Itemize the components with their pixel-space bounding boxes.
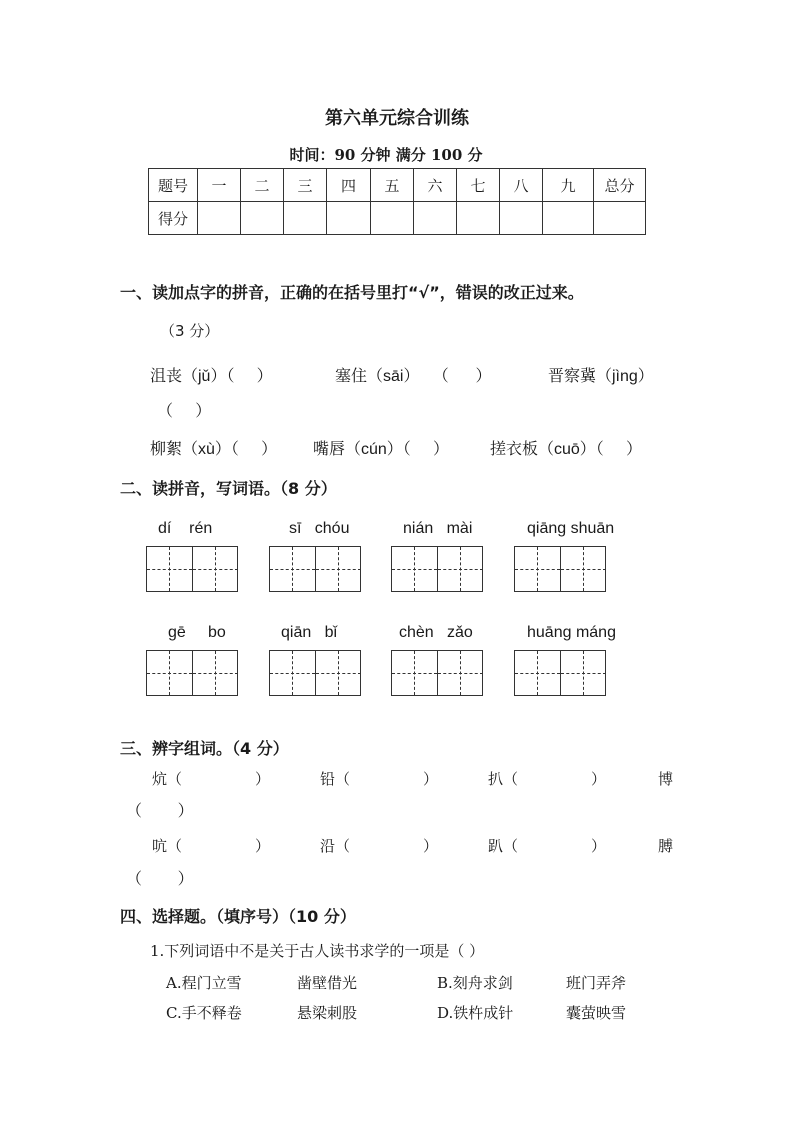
table-cell: 得分 bbox=[149, 202, 198, 235]
score-cell[interactable] bbox=[457, 202, 500, 235]
score-table bbox=[148, 168, 646, 235]
score-cell[interactable] bbox=[594, 202, 646, 235]
q1-item: 沮丧（jǔ）（ ） bbox=[150, 368, 273, 385]
q4-option: A.程门立雪 bbox=[166, 974, 242, 992]
q1-item: 嘴唇（cún）（ ） bbox=[313, 441, 450, 458]
q4-option: B.刻舟求剑 bbox=[437, 974, 513, 992]
table-cell: 五 bbox=[371, 169, 414, 202]
q1-points: （3 分） bbox=[160, 322, 220, 340]
q3-item: 炕（ bbox=[152, 770, 183, 788]
table-cell: 四 bbox=[327, 169, 371, 202]
q3-item: ） bbox=[255, 770, 271, 788]
q4-option: 凿壁借光 bbox=[297, 974, 358, 992]
q4-question: 1.下列词语中不是关于古人读书求学的一项是（ ） bbox=[150, 942, 485, 960]
q3-item: （ ） bbox=[126, 871, 194, 888]
q4-option: 囊萤映雪 bbox=[566, 1004, 627, 1022]
score-cell[interactable] bbox=[543, 202, 594, 235]
score-table-score-row bbox=[149, 202, 646, 235]
pinyin-label: gē bo bbox=[168, 624, 226, 641]
q3-heading: 三、辨字组词。（4 分） bbox=[120, 739, 289, 758]
q4-option: D.铁杵成针 bbox=[437, 1004, 514, 1022]
table-cell: 题号 bbox=[149, 169, 198, 202]
score-cell[interactable] bbox=[284, 202, 327, 235]
q4-heading: 四、选择题。（填序号）（10 分） bbox=[120, 907, 356, 926]
table-cell: 六 bbox=[414, 169, 457, 202]
q1-item: （ ） bbox=[157, 403, 212, 420]
q3-item: ） bbox=[591, 770, 607, 788]
q3-item: 吭（ bbox=[152, 837, 183, 855]
q3-item: ） bbox=[423, 837, 439, 855]
pinyin-label: dí rén bbox=[158, 520, 213, 537]
pinyin-label: nián mài bbox=[403, 520, 473, 537]
q1-heading: 一、读加点字的拼音，正确的在括号里打“√”，错误的改正过来。 bbox=[120, 283, 584, 302]
q1-item: 搓衣板（cuō）（ ） bbox=[490, 441, 643, 458]
q4-option: 悬梁刺股 bbox=[297, 1004, 358, 1022]
table-cell: 二 bbox=[241, 169, 284, 202]
page-title: 第六单元综合训练 bbox=[325, 108, 469, 129]
pinyin-label: qiān bǐ bbox=[281, 624, 338, 641]
score-cell[interactable] bbox=[371, 202, 414, 235]
score-cell[interactable] bbox=[241, 202, 284, 235]
table-cell: 三 bbox=[284, 169, 327, 202]
score-cell[interactable] bbox=[327, 202, 371, 235]
pinyin-label: qiāng shuān bbox=[527, 520, 615, 537]
table-cell: 八 bbox=[500, 169, 543, 202]
q1-item: 塞住（sāi） （ ） bbox=[335, 368, 492, 385]
q3-item: 趴（ bbox=[488, 837, 519, 855]
table-cell: 九 bbox=[543, 169, 594, 202]
q2-heading: 二、读拼音，写词语。（8 分） bbox=[120, 479, 337, 498]
q3-item: ） bbox=[591, 837, 607, 855]
exam-time-info: 时间：90 分钟 满分 100 分 bbox=[289, 146, 483, 164]
q3-item: ） bbox=[423, 770, 439, 788]
q3-item: 铅（ bbox=[320, 770, 351, 788]
score-table-header-row bbox=[149, 169, 646, 202]
q3-item: ） bbox=[255, 837, 271, 855]
score-cell[interactable] bbox=[414, 202, 457, 235]
q3-item: 沿（ bbox=[320, 837, 351, 855]
q3-item: （ ） bbox=[126, 803, 194, 820]
q1-item: 晋察冀（jìng） bbox=[548, 368, 654, 385]
q3-item: 博 bbox=[658, 770, 674, 788]
score-cell[interactable] bbox=[198, 202, 241, 235]
q3-item: 扒（ bbox=[488, 770, 519, 788]
table-cell: 七 bbox=[457, 169, 500, 202]
q1-item: 柳絮（xù）（ ） bbox=[150, 441, 278, 458]
table-cell: 一 bbox=[198, 169, 241, 202]
q4-option: C.手不释卷 bbox=[166, 1004, 242, 1022]
pinyin-label: huāng máng bbox=[527, 624, 616, 641]
q4-option: 班门弄斧 bbox=[566, 974, 627, 992]
pinyin-label: chèn zǎo bbox=[399, 624, 473, 641]
q3-item: 膊 bbox=[658, 837, 674, 855]
pinyin-label: sī chóu bbox=[289, 520, 350, 537]
score-cell[interactable] bbox=[500, 202, 543, 235]
table-cell: 总分 bbox=[594, 169, 646, 202]
